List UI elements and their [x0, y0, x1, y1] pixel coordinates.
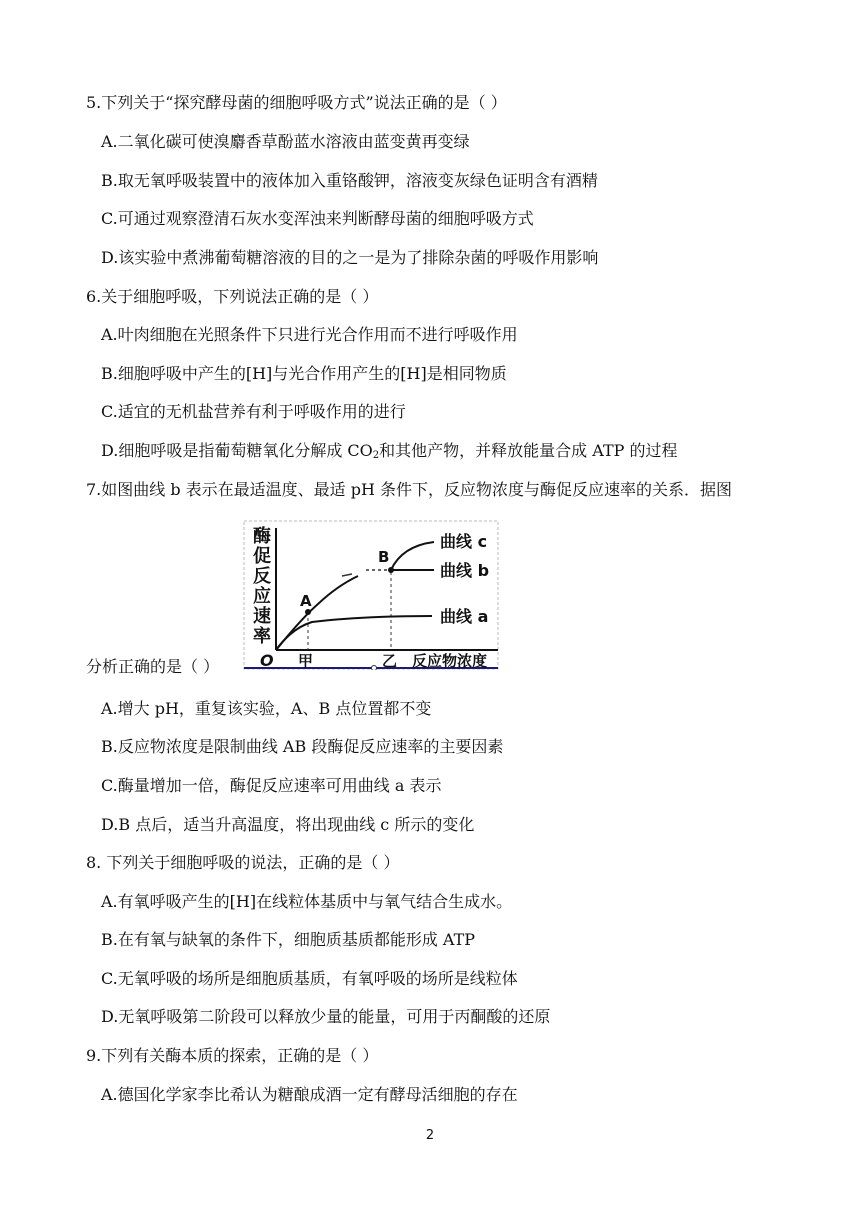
- question-5-option-c: C.可通过观察澄清石灰水变浑浊来判断酵母菌的细胞呼吸方式: [101, 209, 534, 228]
- co2-subscript: 2: [372, 450, 380, 461]
- question-5-option-a: A.二氧化碳可使溴麝香草酚蓝水溶液由蓝变黄再变绿: [101, 132, 470, 151]
- point-a-label: A: [300, 592, 312, 610]
- question-5-option-d: D.该实验中煮沸葡萄糖溶液的目的之一是为了排除杂菌的呼吸作用影响: [101, 248, 599, 267]
- curve-c-label: 曲线 c: [440, 532, 488, 551]
- y-label-char-4: 应: [253, 586, 271, 607]
- y-label-char-3: 反: [253, 566, 271, 587]
- question-8-option-b: B.在有氧与缺氧的条件下，细胞质基质都能形成 ATP: [101, 930, 476, 949]
- question-7-option-a: A.增大 pH，重复该实验，A、B 点位置都不变: [101, 699, 432, 718]
- x-tick-jia: 甲: [298, 652, 314, 670]
- question-7-option-c: C.酶量增加一倍，酶促反应速率可用曲线 a 表示: [101, 776, 442, 795]
- y-label-char-6: 率: [253, 626, 271, 647]
- page-number: 2: [425, 1128, 435, 1143]
- origin-label: O: [260, 651, 274, 670]
- question-8-option-a: A.有氧呼吸产生的[H]在线粒体基质中与氧气结合生成水。: [101, 892, 513, 911]
- curve-b-label: 曲线 b: [440, 561, 490, 580]
- curve-a-label: 曲线 a: [440, 607, 489, 626]
- question-6-option-b: B.细胞呼吸中产生的[H]与光合作用产生的[H]是相同物质: [101, 364, 507, 383]
- question-9-stem: 9.下列有关酶本质的探索，正确的是（ ）: [86, 1046, 379, 1065]
- figure-handle: [372, 666, 377, 671]
- x-tick-yi: 乙: [382, 652, 398, 670]
- question-6-option-c: C.适宜的无机盐营养有利于呼吸作用的进行: [101, 402, 406, 421]
- enzyme-rate-graph: [242, 520, 500, 670]
- question-5-stem: 5.下列关于“探究酵母菌的细胞呼吸方式”说法正确的是（ ）: [86, 93, 507, 112]
- question-6-option-d-post: 和其他产物，并释放能量合成 ATP 的过程: [379, 441, 678, 460]
- question-6-stem: 6.关于细胞呼吸，下列说法正确的是（ ）: [86, 287, 379, 306]
- question-6-option-d: [101, 441, 677, 466]
- question-9-option-a: A.德国化学家李比希认为糖酿成酒一定有酵母活细胞的存在: [101, 1085, 518, 1104]
- y-label-char-2: 促: [253, 546, 271, 567]
- question-8-stem: 8. 下列关于细胞呼吸的说法，正确的是（ ）: [86, 853, 400, 872]
- question-8-option-d: D.无氧呼吸第二阶段可以释放少量的能量，可用于丙酮酸的还原: [101, 1007, 551, 1026]
- y-label-char-1: 酶: [253, 526, 271, 547]
- point-b-marker: [388, 567, 394, 573]
- question-7-stem-line-2: 分析正确的是（ ）: [86, 657, 220, 676]
- question-5-option-b: B.取无氧呼吸装置中的液体加入重铬酸钾，溶液变灰绿色证明含有酒精: [101, 171, 598, 190]
- question-7-stem-line-1: 7.如图曲线 b 表示在最适温度、最适 pH 条件下，反应物浓度与酶促反应速率的关系．据图: [86, 480, 733, 499]
- x-axis-label: 反应物浓度: [412, 652, 488, 670]
- question-8-option-c: C.无氧呼吸的场所是细胞质基质，有氧呼吸的场所是线粒体: [101, 969, 518, 988]
- point-b-label: B: [378, 548, 390, 566]
- question-7-option-d: D.B 点后，适当升高温度，将出现曲线 c 所示的变化: [101, 815, 475, 834]
- question-6-option-d-pre: D.细胞呼吸是指葡萄糖氧化分解成 CO: [101, 441, 373, 460]
- question-7-option-b: B.反应物浓度是限制曲线 AB 段酶促反应速率的主要因素: [101, 737, 504, 756]
- question-6-option-a: A.叶肉细胞在光照条件下只进行光合作用而不进行呼吸作用: [101, 325, 518, 344]
- y-label-char-5: 速: [253, 606, 271, 627]
